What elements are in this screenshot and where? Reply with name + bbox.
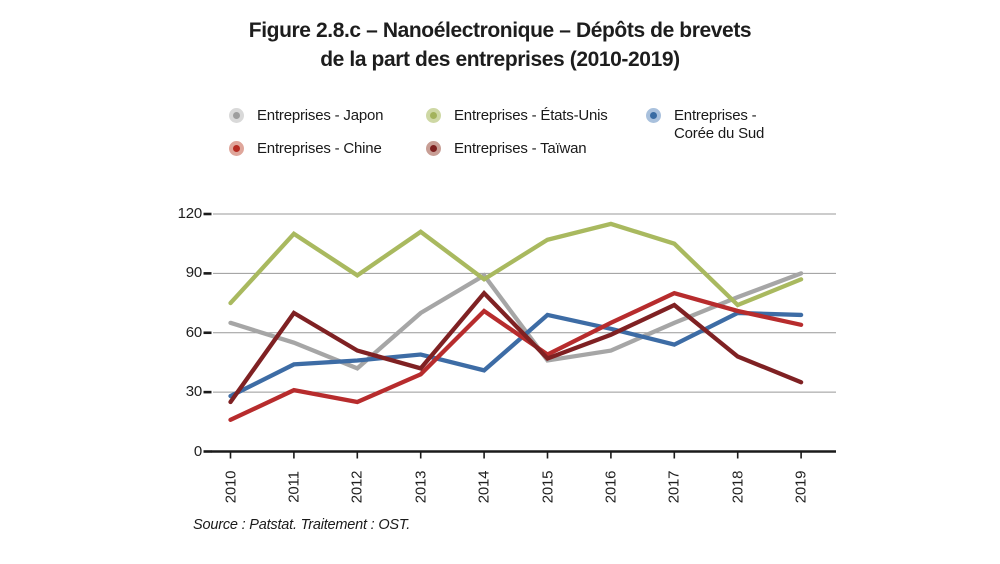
legend-label: Entreprises - Taïwan (454, 140, 587, 157)
y-axis-tick-label: 120 (177, 205, 202, 222)
series-line-etats-unis (231, 224, 802, 305)
x-axis-tick-label: 2013 (412, 470, 430, 504)
y-axis-tick-label: 60 (185, 323, 202, 341)
x-axis-tick-label: 2014 (475, 470, 493, 504)
y-axis-tick-label: 0 (193, 442, 202, 460)
x-axis-tick-label: 2016 (602, 470, 620, 504)
legend-label: Entreprises - États-Unis (454, 107, 608, 124)
x-axis-tick-label: 2015 (539, 470, 556, 504)
series-line-chine (231, 293, 802, 420)
x-axis-tick-label: 2010 (222, 470, 239, 504)
x-axis-tick-label: 2018 (729, 470, 747, 504)
legend-label: Entreprises - Corée du Sud (674, 107, 765, 142)
chart-title-line1: Figure 2.8.c – Nanoélectronique – Dépôts de brevets (248, 19, 752, 42)
y-axis-tick-label: 30 (185, 383, 202, 401)
x-axis-tick-label: 2011 (285, 471, 303, 503)
legend-label: Entreprises - Chine (257, 140, 382, 157)
x-axis-tick-label: 2012 (348, 470, 366, 504)
x-axis-tick-label: 2019 (792, 470, 810, 504)
series-line-japon (231, 273, 802, 368)
y-axis-tick-label: 90 (185, 264, 202, 282)
chart-title-line2: de la part des entreprises (2010-2019) (320, 48, 680, 71)
source-note: Source : Patstat. Traitement : OST. (193, 517, 411, 533)
legend-label: Entreprises - Japon (257, 107, 384, 124)
series-line-taiwan (231, 293, 802, 402)
x-axis-tick-label: 2017 (665, 470, 683, 504)
